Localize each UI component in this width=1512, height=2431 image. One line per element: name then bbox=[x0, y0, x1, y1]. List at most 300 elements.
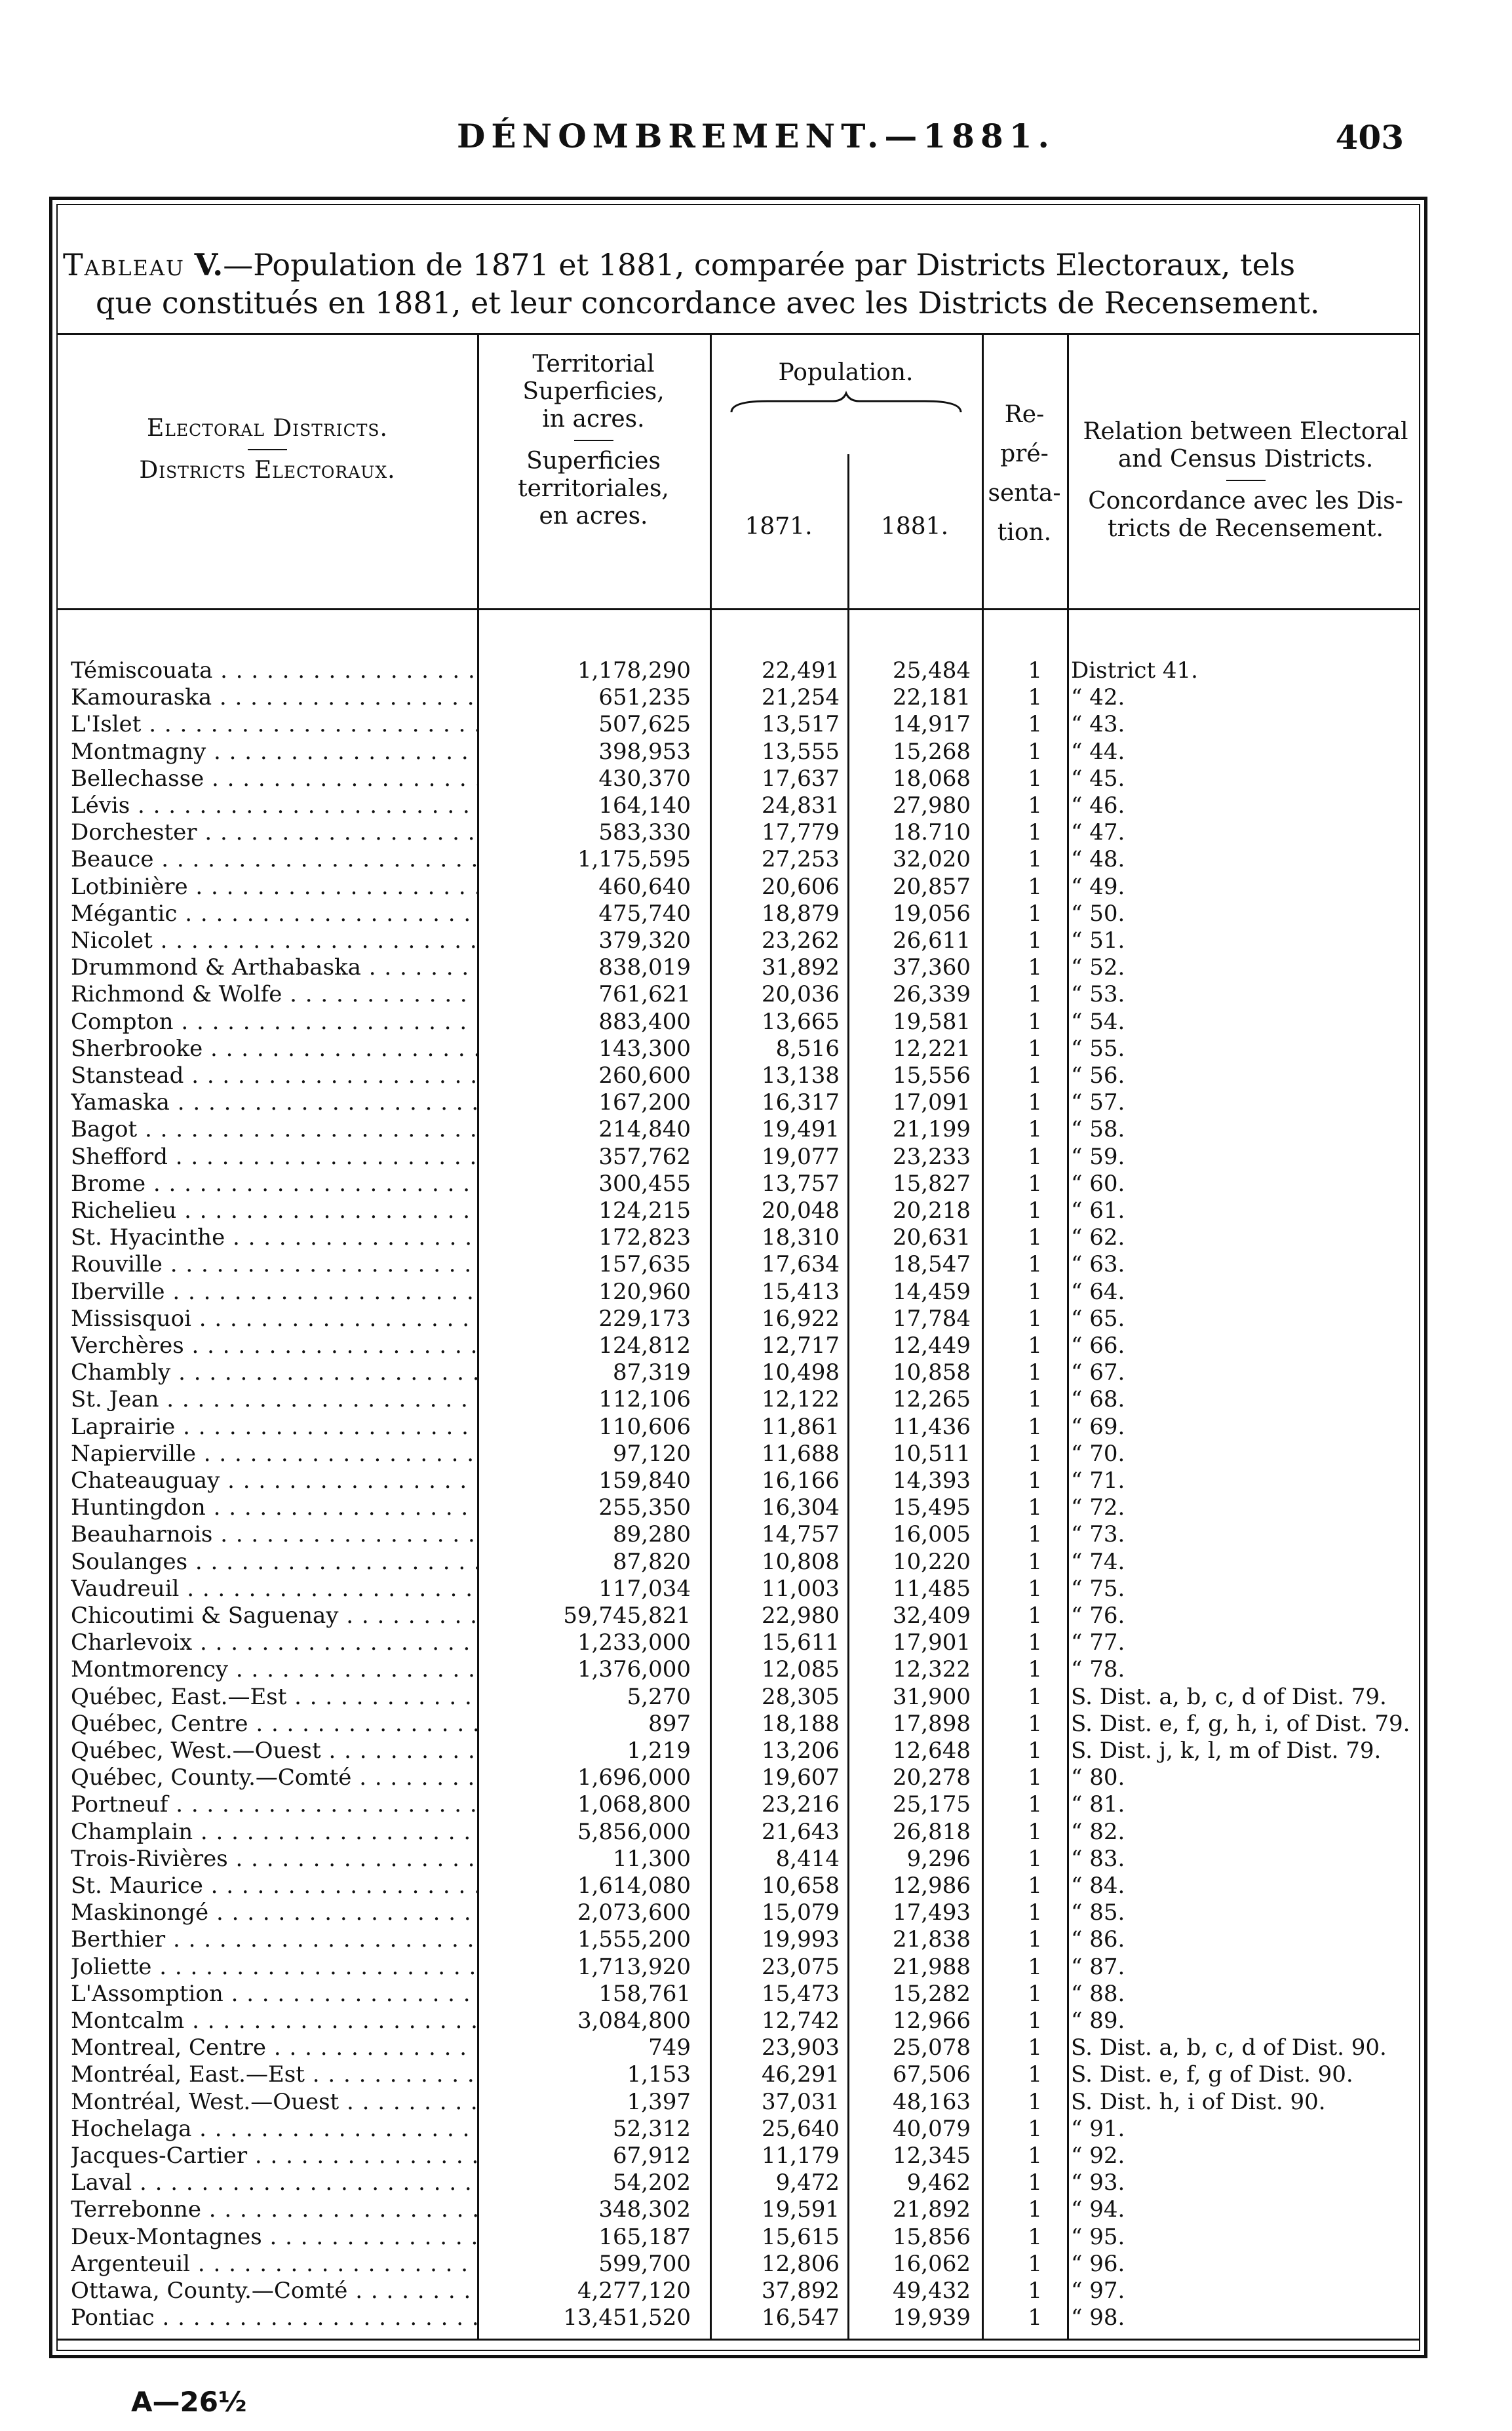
population-1881-value: 21,838 bbox=[893, 1926, 971, 1953]
representation-value: 1 bbox=[1028, 2305, 1042, 2331]
population-1881-value: 12,648 bbox=[893, 1738, 971, 1764]
district-name: Argenteuil . . . bbox=[71, 2251, 477, 2277]
header-superficies-en-2: Superficies, bbox=[522, 378, 665, 405]
header-rule bbox=[58, 608, 1419, 610]
population-1871-value: 21,254 bbox=[762, 684, 840, 711]
district-name: Berthier . . . bbox=[71, 1926, 477, 1953]
relation-value: S. Dist. a, b, c, d of Dist. 90. bbox=[1071, 2034, 1387, 2061]
representation-value: 1 bbox=[1028, 1899, 1042, 1926]
district-name: Montreal, Centre . . . bbox=[71, 2034, 477, 2061]
district-name: Québec, County.—Comté . . . bbox=[71, 1764, 477, 1791]
superficies-value: 460,640 bbox=[598, 873, 691, 900]
superficies-value: 897 bbox=[648, 1710, 691, 1737]
district-name: Hochelaga . . . bbox=[71, 2116, 477, 2142]
relation-value: “ 87. bbox=[1071, 1953, 1125, 1980]
population-1881-value: 11,436 bbox=[893, 1413, 971, 1440]
relation-value: “ 54. bbox=[1071, 1008, 1125, 1035]
population-1871-value: 46,291 bbox=[762, 2061, 840, 2088]
superficies-value: 2,073,600 bbox=[577, 1899, 691, 1926]
population-1871-value: 37,031 bbox=[762, 2088, 840, 2115]
running-title: DÉNOMBREMENT.—1881. bbox=[457, 117, 1055, 155]
population-1881-value: 12,265 bbox=[893, 1386, 971, 1413]
district-name: Nicolet . . . bbox=[71, 927, 477, 954]
relation-value: “ 69. bbox=[1071, 1413, 1125, 1440]
relation-value: “ 70. bbox=[1071, 1440, 1125, 1467]
header-relation-en-1: Relation between Electoral bbox=[1083, 418, 1408, 445]
relation-value: “ 61. bbox=[1071, 1197, 1125, 1224]
district-name: Huntingdon . . . bbox=[71, 1494, 477, 1521]
district-name: St. Hyacinthe . . . bbox=[71, 1224, 477, 1251]
district-name: Témiscouata . . . bbox=[71, 657, 477, 684]
relation-value: “ 50. bbox=[1071, 900, 1125, 927]
population-1871-value: 22,491 bbox=[762, 657, 840, 684]
superficies-value: 4,277,120 bbox=[577, 2278, 691, 2304]
population-1871-value: 23,262 bbox=[762, 927, 840, 954]
population-1871-value: 18,879 bbox=[762, 900, 840, 927]
district-name: Ottawa, County.—Comté . . . bbox=[71, 2278, 477, 2304]
table-row bbox=[58, 1116, 1424, 1142]
table-frame bbox=[49, 197, 1427, 2358]
district-name: Bagot . . . bbox=[71, 1116, 477, 1142]
district-name: Lotbinière . . . bbox=[71, 874, 477, 900]
relation-value: S. Dist. h, i of Dist. 90. bbox=[1071, 2088, 1326, 2115]
superficies-value: 159,840 bbox=[598, 1468, 691, 1494]
district-name: Mégantic . . . bbox=[71, 901, 477, 927]
table-row bbox=[58, 2305, 1424, 2331]
superficies-value: 1,397 bbox=[627, 2088, 691, 2115]
table-row bbox=[58, 1386, 1424, 1412]
relation-value: S. Dist. a, b, c, d of Dist. 79. bbox=[1071, 1683, 1387, 1710]
representation-value: 1 bbox=[1028, 1791, 1042, 1818]
population-1871-value: 10,658 bbox=[762, 1873, 840, 1899]
district-name: Montmagny . . . bbox=[71, 739, 477, 765]
superficies-value: 260,600 bbox=[598, 1062, 691, 1089]
district-name: Iberville . . . bbox=[71, 1279, 477, 1305]
district-name: Laval . . . bbox=[71, 2169, 477, 2196]
relation-value: “ 98. bbox=[1071, 2305, 1125, 2331]
population-1871-value: 16,304 bbox=[762, 1494, 840, 1521]
population-1871-value: 20,036 bbox=[762, 981, 840, 1008]
header-relation-fr-1: Concordance avec les Dis- bbox=[1088, 488, 1403, 515]
representation-value: 1 bbox=[1028, 2196, 1042, 2223]
population-1881-value: 10,858 bbox=[893, 1359, 971, 1386]
population-1871-value: 9,472 bbox=[775, 2169, 840, 2196]
superficies-value: 398,953 bbox=[598, 738, 691, 765]
relation-value: “ 65. bbox=[1071, 1305, 1125, 1332]
population-1881-value: 12,986 bbox=[893, 1873, 971, 1899]
header-population bbox=[710, 359, 982, 416]
superficies-value: 1,219 bbox=[627, 1738, 691, 1764]
relation-value: “ 58. bbox=[1071, 1116, 1125, 1143]
population-1871-value: 19,077 bbox=[762, 1143, 840, 1170]
district-name: Drummond & Arthabaska . . . bbox=[71, 954, 477, 981]
table-row bbox=[58, 2034, 1424, 2061]
population-1881-value: 16,005 bbox=[893, 1521, 971, 1548]
representation-value: 1 bbox=[1028, 954, 1042, 981]
relation-value: “ 96. bbox=[1071, 2250, 1125, 2277]
district-name: Montréal, West.—Ouest . . . bbox=[71, 2089, 477, 2115]
district-name: Lévis . . . bbox=[71, 792, 477, 819]
representation-value: 1 bbox=[1028, 1873, 1042, 1899]
relation-value: “ 73. bbox=[1071, 1521, 1125, 1548]
table-title bbox=[63, 246, 1413, 322]
population-1881-value: 21,988 bbox=[893, 1953, 971, 1980]
superficies-value: 1,376,000 bbox=[577, 1656, 691, 1683]
running-header bbox=[0, 117, 1512, 163]
table-row bbox=[58, 739, 1424, 765]
superficies-value: 1,713,920 bbox=[577, 1953, 691, 1980]
population-1881-value: 10,220 bbox=[893, 1548, 971, 1575]
population-1871-value: 21,643 bbox=[762, 1818, 840, 1845]
population-1881-value: 32,020 bbox=[893, 846, 971, 873]
district-name: Montcalm . . . bbox=[71, 2008, 477, 2034]
table-title-number: V. bbox=[194, 247, 223, 282]
table-row bbox=[58, 1009, 1424, 1035]
population-1871-value: 15,615 bbox=[762, 2223, 840, 2250]
population-1881-value: 21,199 bbox=[893, 1116, 971, 1143]
relation-value: “ 72. bbox=[1071, 1494, 1125, 1521]
district-name: Chateauguay . . . bbox=[71, 1468, 477, 1494]
population-1871-value: 19,993 bbox=[762, 1926, 840, 1953]
superficies-value: 164,140 bbox=[598, 792, 691, 819]
superficies-value: 124,215 bbox=[598, 1197, 691, 1224]
representation-value: 1 bbox=[1028, 2034, 1042, 2061]
relation-value: “ 77. bbox=[1071, 1629, 1125, 1656]
header-rep-4: tion. bbox=[997, 519, 1052, 546]
header-superficies-fr-1: Superficies bbox=[526, 448, 661, 475]
header-population-label: Population. bbox=[778, 359, 914, 386]
superficies-value: 1,175,595 bbox=[577, 846, 691, 873]
superficies-value: 97,120 bbox=[613, 1440, 691, 1467]
population-1881-value: 15,556 bbox=[893, 1062, 971, 1089]
district-name: Verchères . . . bbox=[71, 1332, 477, 1359]
population-1881-value: 12,345 bbox=[893, 2143, 971, 2169]
population-1871-value: 20,606 bbox=[762, 873, 840, 900]
relation-value: “ 94. bbox=[1071, 2196, 1125, 2223]
population-1881-value: 49,432 bbox=[893, 2278, 971, 2304]
table-row bbox=[58, 2143, 1424, 2169]
relation-value: “ 81. bbox=[1071, 1791, 1125, 1818]
superficies-value: 87,820 bbox=[613, 1548, 691, 1575]
population-1881-value: 15,856 bbox=[893, 2223, 971, 2250]
population-1871-value: 16,922 bbox=[762, 1305, 840, 1332]
population-1881-value: 26,611 bbox=[893, 927, 971, 954]
header-superficies-en-1: Territorial bbox=[532, 351, 655, 378]
superficies-value: 749 bbox=[648, 2034, 691, 2061]
table-title-lead: Tableau bbox=[63, 247, 185, 282]
representation-value: 1 bbox=[1028, 2143, 1042, 2169]
table-row bbox=[58, 1899, 1424, 1926]
district-name: Champlain . . . bbox=[71, 1819, 477, 1845]
table-row bbox=[58, 874, 1424, 900]
header-superficies-fr-3: en acres. bbox=[539, 503, 648, 530]
table-row bbox=[58, 1819, 1424, 1845]
representation-value: 1 bbox=[1028, 657, 1042, 684]
population-1871-value: 10,808 bbox=[762, 1548, 840, 1575]
table-row bbox=[58, 1144, 1424, 1170]
table-row bbox=[58, 711, 1424, 737]
table-row bbox=[58, 2008, 1424, 2034]
representation-value: 1 bbox=[1028, 1170, 1042, 1197]
representation-value: 1 bbox=[1028, 1953, 1042, 1980]
population-1871-value: 10,498 bbox=[762, 1359, 840, 1386]
superficies-value: 59,745,821 bbox=[563, 1603, 691, 1629]
population-1881-value: 19,939 bbox=[893, 2305, 971, 2331]
table-row bbox=[58, 1197, 1424, 1224]
table-row bbox=[58, 1684, 1424, 1710]
title-rule bbox=[58, 333, 1419, 335]
signature-mark: A—26½ bbox=[131, 2386, 247, 2418]
representation-value: 1 bbox=[1028, 1629, 1042, 1656]
header-rep-2: pré- bbox=[1000, 440, 1049, 467]
table-title-line1: —Population de 1871 et 1881, comparée par Districts Electoraux, tels bbox=[223, 247, 1296, 282]
table-row bbox=[58, 2278, 1424, 2304]
district-name: Terrebonne . . . bbox=[71, 2196, 477, 2223]
representation-value: 1 bbox=[1028, 1683, 1042, 1710]
population-1881-value: 23,233 bbox=[893, 1143, 971, 1170]
representation-value: 1 bbox=[1028, 873, 1042, 900]
population-1881-value: 12,322 bbox=[893, 1656, 971, 1683]
header-relation-en-2: and Census Districts. bbox=[1117, 446, 1374, 473]
table-row bbox=[58, 1846, 1424, 1872]
superficies-value: 583,330 bbox=[598, 819, 691, 846]
table-row bbox=[58, 1791, 1424, 1818]
population-1871-value: 15,473 bbox=[762, 1980, 840, 2007]
table-row bbox=[58, 819, 1424, 846]
population-1871-value: 11,861 bbox=[762, 1413, 840, 1440]
district-name: Dorchester . . . bbox=[71, 819, 477, 846]
population-1881-value: 17,901 bbox=[893, 1629, 971, 1656]
population-1881-value: 32,409 bbox=[893, 1603, 971, 1629]
superficies-value: 120,960 bbox=[598, 1278, 691, 1305]
superficies-value: 357,762 bbox=[598, 1143, 691, 1170]
superficies-value: 883,400 bbox=[598, 1008, 691, 1035]
header-superficies-en-3: in acres. bbox=[542, 406, 645, 433]
representation-value: 1 bbox=[1028, 1332, 1042, 1359]
district-name: Trois-Rivières . . . bbox=[71, 1846, 477, 1872]
table-row bbox=[58, 1738, 1424, 1764]
page-number: 403 bbox=[1335, 118, 1404, 157]
representation-value: 1 bbox=[1028, 981, 1042, 1008]
district-name: St. Jean . . . bbox=[71, 1386, 477, 1412]
district-name: Richelieu . . . bbox=[71, 1197, 477, 1224]
relation-value: “ 60. bbox=[1071, 1170, 1125, 1197]
district-name: Soulanges . . . bbox=[71, 1549, 477, 1575]
table-row bbox=[58, 954, 1424, 981]
population-1881-value: 25,484 bbox=[893, 657, 971, 684]
population-1871-value: 12,717 bbox=[762, 1332, 840, 1359]
representation-value: 1 bbox=[1028, 1603, 1042, 1629]
superficies-value: 87,319 bbox=[613, 1359, 691, 1386]
district-name: Brome . . . bbox=[71, 1171, 477, 1197]
relation-value: “ 78. bbox=[1071, 1656, 1125, 1683]
population-1871-value: 13,757 bbox=[762, 1170, 840, 1197]
population-1871-value: 17,779 bbox=[762, 819, 840, 846]
representation-value: 1 bbox=[1028, 1656, 1042, 1683]
population-1881-value: 12,449 bbox=[893, 1332, 971, 1359]
representation-value: 1 bbox=[1028, 765, 1042, 792]
representation-value: 1 bbox=[1028, 711, 1042, 738]
table-row bbox=[58, 927, 1424, 954]
table-row bbox=[58, 1873, 1424, 1899]
relation-value: “ 55. bbox=[1071, 1035, 1125, 1062]
table-row bbox=[58, 1656, 1424, 1682]
representation-value: 1 bbox=[1028, 1089, 1042, 1116]
relation-value: “ 45. bbox=[1071, 765, 1125, 792]
representation-value: 1 bbox=[1028, 1548, 1042, 1575]
population-1871-value: 8,414 bbox=[775, 1845, 840, 1872]
district-name: Beauce . . . bbox=[71, 846, 477, 872]
relation-value: “ 66. bbox=[1071, 1332, 1125, 1359]
population-1871-value: 31,892 bbox=[762, 954, 840, 981]
relation-value: S. Dist. e, f, g, h, i, of Dist. 79. bbox=[1071, 1710, 1410, 1737]
population-1871-value: 12,806 bbox=[762, 2250, 840, 2277]
superficies-value: 229,173 bbox=[598, 1305, 691, 1332]
representation-value: 1 bbox=[1028, 927, 1042, 954]
table-row bbox=[58, 901, 1424, 927]
population-1871-value: 11,179 bbox=[762, 2143, 840, 2169]
superficies-value: 5,270 bbox=[627, 1683, 691, 1710]
population-1881-value: 25,175 bbox=[893, 1791, 971, 1818]
relation-value: S. Dist. e, f, g of Dist. 90. bbox=[1071, 2061, 1353, 2088]
table-row bbox=[58, 981, 1424, 1007]
population-1881-value: 18.710 bbox=[893, 819, 971, 846]
population-1881-value: 17,898 bbox=[893, 1710, 971, 1737]
table-row bbox=[58, 1251, 1424, 1277]
population-1881-value: 16,062 bbox=[893, 2250, 971, 2277]
superficies-value: 158,761 bbox=[598, 1980, 691, 2007]
table-row bbox=[58, 1764, 1424, 1791]
superficies-value: 167,200 bbox=[598, 1089, 691, 1116]
population-1871-value: 13,517 bbox=[762, 711, 840, 738]
relation-value: “ 86. bbox=[1071, 1926, 1125, 1953]
district-name: Pontiac . . . bbox=[71, 2305, 477, 2331]
superficies-value: 13,451,520 bbox=[563, 2305, 691, 2331]
representation-value: 1 bbox=[1028, 792, 1042, 819]
relation-value: “ 62. bbox=[1071, 1224, 1125, 1251]
relation-value: “ 64. bbox=[1071, 1278, 1125, 1305]
relation-value: “ 97. bbox=[1071, 2278, 1125, 2304]
population-1871-value: 18,188 bbox=[762, 1710, 840, 1737]
table-row bbox=[58, 1036, 1424, 1062]
population-1881-value: 20,631 bbox=[893, 1224, 971, 1251]
population-1881-value: 11,485 bbox=[893, 1575, 971, 1602]
table-row bbox=[58, 684, 1424, 710]
population-1871-value: 20,048 bbox=[762, 1197, 840, 1224]
population-1871-value: 8,516 bbox=[775, 1035, 840, 1062]
population-1871-value: 19,491 bbox=[762, 1116, 840, 1143]
table-row bbox=[58, 2196, 1424, 2223]
population-1871-value: 19,607 bbox=[762, 1764, 840, 1791]
superficies-value: 348,302 bbox=[598, 2196, 691, 2223]
representation-value: 1 bbox=[1028, 684, 1042, 711]
district-name: Québec, Centre . . . bbox=[71, 1711, 477, 1737]
population-1871-value: 12,085 bbox=[762, 1656, 840, 1683]
representation-value: 1 bbox=[1028, 1035, 1042, 1062]
representation-value: 1 bbox=[1028, 1980, 1042, 2007]
representation-value: 1 bbox=[1028, 1197, 1042, 1224]
district-name: Bellechasse . . . bbox=[71, 766, 477, 792]
district-name: Compton . . . bbox=[71, 1009, 477, 1035]
representation-value: 1 bbox=[1028, 1224, 1042, 1251]
district-name: Montréal, East.—Est . . . bbox=[71, 2061, 477, 2088]
superficies-value: 1,614,080 bbox=[577, 1873, 691, 1899]
superficies-value: 214,840 bbox=[598, 1116, 691, 1143]
population-1871-value: 16,317 bbox=[762, 1089, 840, 1116]
relation-value: “ 83. bbox=[1071, 1845, 1125, 1872]
table-row bbox=[58, 1441, 1424, 1467]
relation-value: “ 71. bbox=[1071, 1468, 1125, 1494]
relation-value: “ 74. bbox=[1071, 1548, 1125, 1575]
table-title-line2: que constitués en 1881, et leur concordance avec les Districts de Recensement. bbox=[96, 285, 1320, 321]
table-row bbox=[58, 2224, 1424, 2250]
table-row bbox=[58, 1089, 1424, 1116]
representation-value: 1 bbox=[1028, 1738, 1042, 1764]
relation-value: District 41. bbox=[1071, 657, 1198, 684]
population-1881-value: 9,296 bbox=[906, 1845, 971, 1872]
superficies-value: 3,084,800 bbox=[577, 2008, 691, 2034]
population-1871-value: 11,688 bbox=[762, 1440, 840, 1467]
superficies-value: 1,153 bbox=[627, 2061, 691, 2088]
superficies-value: 5,856,000 bbox=[577, 1818, 691, 1845]
superficies-value: 117,034 bbox=[598, 1575, 691, 1602]
population-1881-value: 20,857 bbox=[893, 873, 971, 900]
population-1871-value: 23,075 bbox=[762, 1953, 840, 1980]
population-1871-value: 15,079 bbox=[762, 1899, 840, 1926]
population-1881-value: 17,493 bbox=[893, 1899, 971, 1926]
representation-value: 1 bbox=[1028, 1305, 1042, 1332]
table-row bbox=[58, 1603, 1424, 1629]
district-name: Chambly . . . bbox=[71, 1359, 477, 1386]
population-1871-value: 28,305 bbox=[762, 1683, 840, 1710]
representation-value: 1 bbox=[1028, 1926, 1042, 1953]
population-1871-value: 23,216 bbox=[762, 1791, 840, 1818]
superficies-value: 838,019 bbox=[598, 954, 691, 981]
relation-value: “ 68. bbox=[1071, 1386, 1125, 1413]
district-name: Beauharnois . . . bbox=[71, 1521, 477, 1547]
superficies-value: 172,823 bbox=[598, 1224, 691, 1251]
population-1881-value: 21,892 bbox=[893, 2196, 971, 2223]
table-row bbox=[58, 1521, 1424, 1547]
population-1881-value: 12,966 bbox=[893, 2008, 971, 2034]
district-name: St. Maurice . . . bbox=[71, 1873, 477, 1899]
table-row bbox=[58, 1224, 1424, 1251]
representation-value: 1 bbox=[1028, 1413, 1042, 1440]
representation-value: 1 bbox=[1028, 738, 1042, 765]
table-row bbox=[58, 1306, 1424, 1332]
table-row bbox=[58, 2116, 1424, 2142]
population-1871-value: 15,611 bbox=[762, 1629, 840, 1656]
relation-value: “ 95. bbox=[1071, 2223, 1125, 2250]
district-name: Napierville . . . bbox=[71, 1441, 477, 1467]
relation-value: “ 46. bbox=[1071, 792, 1125, 819]
population-1871-value: 14,757 bbox=[762, 1521, 840, 1548]
superficies-value: 157,635 bbox=[598, 1251, 691, 1278]
superficies-value: 165,187 bbox=[598, 2223, 691, 2250]
population-1871-value: 19,591 bbox=[762, 2196, 840, 2223]
relation-value: “ 49. bbox=[1071, 873, 1125, 900]
table-row bbox=[58, 1576, 1424, 1602]
population-1881-value: 25,078 bbox=[893, 2034, 971, 2061]
representation-value: 1 bbox=[1028, 1440, 1042, 1467]
header-representation bbox=[982, 395, 1067, 553]
representation-value: 1 bbox=[1028, 2061, 1042, 2088]
population-1871-value: 13,138 bbox=[762, 1062, 840, 1089]
superficies-value: 379,320 bbox=[598, 927, 691, 954]
representation-value: 1 bbox=[1028, 1278, 1042, 1305]
district-name: Laprairie . . . bbox=[71, 1414, 477, 1440]
table-row bbox=[58, 846, 1424, 872]
